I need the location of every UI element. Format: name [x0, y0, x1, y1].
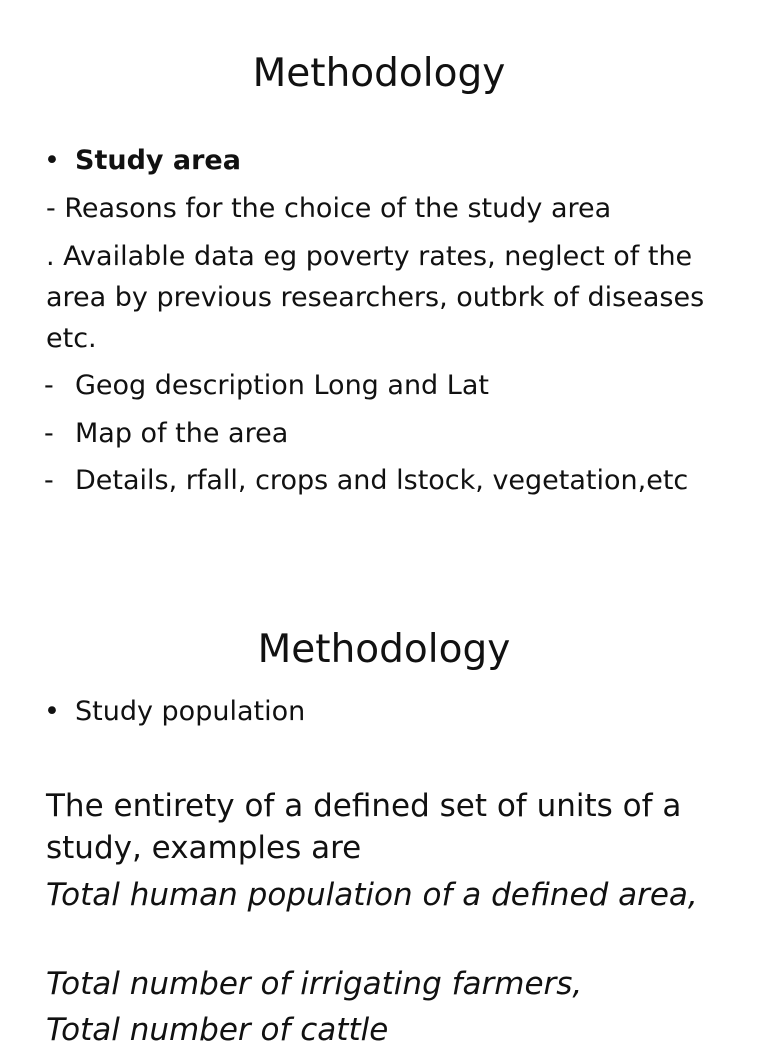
dash-item-geog: Geog description Long and Lat — [75, 370, 489, 401]
dash-item-map: Map of the area — [75, 418, 289, 449]
bullet-marker: • — [44, 696, 60, 727]
slide-title: Methodology — [252, 51, 506, 96]
dash-item-details: Details, rfall, crops and lstock, vegetation,etc — [75, 465, 689, 496]
slide-title: Methodology — [257, 627, 511, 672]
example-human-population: Total human population of a defined area, — [46, 877, 698, 913]
example-cattle: Total number of cattle — [46, 1012, 389, 1048]
bullet-study-population: Study population — [75, 696, 306, 727]
dash-marker: - — [44, 370, 54, 401]
bullet-marker: • — [44, 145, 60, 176]
dash-marker: - — [44, 418, 54, 449]
bullet-study-area: Study area — [75, 145, 241, 176]
dash-marker: - — [44, 465, 54, 496]
definition-paragraph: The entirety of a defined set of units of a study, examples are — [46, 788, 682, 866]
available-data-paragraph: . Available data eg poverty rates, neglect of the area by previous researchers, outbrk of diseases etc. — [46, 241, 705, 354]
slide-study-population — [0, 580, 768, 1048]
example-irrigating-farmers: Total number of irrigating farmers, — [46, 966, 583, 1002]
reasons-line: - Reasons for the choice of the study area — [46, 193, 612, 224]
